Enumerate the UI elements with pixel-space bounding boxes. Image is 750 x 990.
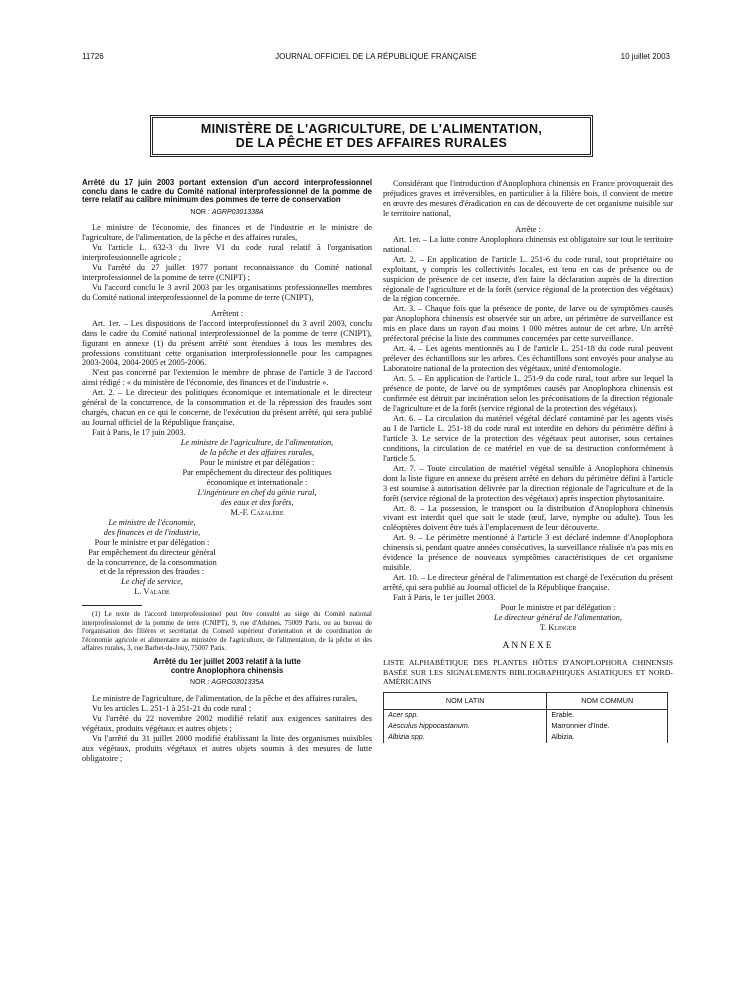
considerant: Considérant que l'introduction d'Anoplophora chinensis en France provoquerait des préjudices graves et irréversibles, en particulier à la filière bois, il convient de mettre en œuvre des mesures d'éradication en cas de découverte de cet organisme nuisible sur le territoire national, xyxy=(383,179,673,218)
sig-line: Par empêchement du directeur général xyxy=(88,547,216,557)
sig-line: Le chef de service, xyxy=(121,577,183,587)
page-header xyxy=(82,52,670,62)
sig-line: économique et internationale : xyxy=(206,477,308,487)
article-1: Art. 1er. – La lutte contre Anoplophora chinensis est obligatoire sur tout le territoire national. xyxy=(383,234,673,254)
signature-block xyxy=(383,603,673,633)
table-row xyxy=(384,710,668,722)
article-10: Art. 10. – Le directeur général de l'alimentation est chargé de l'exécution du présent arrêté, qui sera publié au Journal officiel de la République française. xyxy=(383,573,673,593)
ministry-line-2: DE LA PÊCHE ET DES AFFAIRES RURALES xyxy=(235,136,508,150)
sig-line: Le ministre de l'économie, xyxy=(108,517,196,527)
paragraph: Le ministre de l'agriculture, de l'alimentation, de la pêche et des affaires rurales, xyxy=(92,693,358,703)
common-name-cell: Albizia. xyxy=(547,732,668,743)
host-plant-list-title: LISTE ALPHABÉTIQUE DES PLANTES HÔTES D'ANOPLOPHORA CHINENSIS BASÉE SUR LES SIGNALEMENTS BIBLIOGRAPHIQUES ASIATIQUES ET NORD-AMÉRICAINS xyxy=(383,658,673,686)
sig-line: Pour le ministre et par délégation : xyxy=(94,537,210,547)
nor-code: AGRP0301338A xyxy=(211,208,264,216)
article-1: Art. 1er. – Les dispositions de l'accord interprofessionnel du 3 avril 2003, conclu dans le cadre du Comité national interprofessionnel de la pomme de terre (CNIPT), figurant en annexe (1) du présent arrêté sont étendues à tous les membres des professions constituant cette organisation interprofessionnelle pour les campagnes 2003-2004, 2004-2005 et 2005-2006. xyxy=(82,318,372,368)
fait-date: Fait à Paris, le 1er juillet 2003. xyxy=(393,593,496,603)
paragraph: Vu l'arrêté du 27 juillet 1977 portant reconnaissance du Comité national interprofessionnel de la pomme de terre (CNIPT) ; xyxy=(82,262,372,282)
sig-line: et de la répression des fraudes : xyxy=(99,567,205,577)
article-4: Art. 4. – Les agents mentionnés au I de l'article L. 251-18 du code rural peuvent prélever des échantillons sur les arbres. Ces échantillons sont envoyés pour analyse au Laboratoire national de la protection des végétaux, unité d'entomologie. xyxy=(383,344,673,374)
footnote-rule xyxy=(82,605,142,606)
sig-line: Pour le ministre et par délégation : xyxy=(199,458,315,467)
footnote: (1) Le texte de l'accord interprofessionnel peut être consulté au siège du Comité national interprofessionnel de la pomme de terre (CNIPT), 9, rue d'Athènes, 75009 Paris, ou au bureau de l'organisation des filières et secrétariat du Conseil supérieur d'orientation et de coordination de l'économie agricole et alimentaire au ministère de l'agriculture, de l'alimentation, de la pêche et des affaires rurales, 3, rue Barbet-de-Jouy, 75007 Paris. xyxy=(82,610,372,652)
column-header: NOM LATIN xyxy=(384,693,547,710)
article-8: Art. 8. – La possession, le transport ou la distribution d'Anoplophora chinensis vivant est interdit quel que soit le stade (œuf, larve, nymphe ou adulte). Tous les coléoptères doivent être tués à l'emplacement de leur découverte. xyxy=(383,503,673,533)
arrete-heading: Arrête : xyxy=(515,224,541,234)
article-2: Art. 2. – Le directeur des politiques économique et internationale et le directeur général de la concurrence, de la consommation et de la répression des fraudes sont chargés, chacun en ce qui le concerne, de l'exécution du présent arrêté, qui sera publié au Journal officiel de la République française. xyxy=(82,388,372,428)
right-column xyxy=(383,179,673,743)
ministry-line-1: MINISTÈRE DE L'AGRICULTURE, DE L'ALIMENTATION, xyxy=(200,122,543,136)
annexe-heading: ANNEXE xyxy=(502,640,554,651)
arrete-1-title: Arrêté du 17 juin 2003 portant extension d'un accord interprofessionnel conclu dans le cadre du Comité national interprofessionnel de la pomme de terre relatif au calibre minimum des pommes de terre de conservation xyxy=(82,178,372,205)
journal-title: JOURNAL OFFICIEL DE LA RÉPUBLIQUE FRANÇAISE xyxy=(275,52,477,61)
fait-date: Fait à Paris, le 17 juin 2003. xyxy=(92,428,186,438)
latin-name-cell: Acer spp. xyxy=(384,710,547,722)
article-6: Art. 6. – La circulation du matériel végétal déclaré contaminé par les agents visés au I de l'article L. 251-18 du code rural est interdite en dehors du périmètre défini à l'article 3. Le service de la protection des végétaux peut autoriser, sous certaines conditions, la circulation de ce matériel en vue de sa destruction conformément à l'article 5. xyxy=(383,413,673,463)
nor-label: NOR : xyxy=(190,208,210,216)
article-9: Art. 9. – Le périmètre mentionné à l'article 3 est déclaré indemne d'Anoplophora chinensis si, pendant quatre années consécutives, la surveillance réalisée n'a pas mis en évidence la présence de nouveaux symptômes caractéristiques de cet organisme nuisible. xyxy=(383,533,673,573)
table-row xyxy=(384,721,668,732)
arretent-heading: Arrêtent : xyxy=(210,308,244,318)
sig-line: de la concurrence, de la consommation xyxy=(87,557,217,567)
issue-date: 10 juillet 2003 xyxy=(620,52,670,61)
page-number: 11726 xyxy=(82,52,104,61)
paragraph: N'est pas concerné par l'extension le membre de phrase de l'article 3 de l'accord ainsi rédigé : « du ministère de l'économie, des finances et de l'industrie ». xyxy=(82,368,372,388)
paragraph: Le ministre de l'économie, des finances et de l'industrie et le ministre de l'agriculture, de l'alimentation, de la pêche et des affaires rurales, xyxy=(82,223,372,243)
article-7: Art. 7. – Toute circulation de matériel végétal sensible à Anoplophora chinensis dont la liste figure en annexe du présent arrêté en dehors du périmètre défini à l'article 3 est soumise à autorisation délivrée par la direction régionale de l'agriculture et de la forêt (service régional de la protection des végétaux) après inspection phytosanitaire. xyxy=(383,463,673,503)
article-3: Art. 3. – Chaque fois que la présence de ponte, de larve ou de symptômes causés par Anoplophora chinensis est observée sur un arbre, un périmètre de surveillance est mis en place dans un rayon d'au moins 1 000 mètres autour de cet arbre. Un arrêté préfectoral précise la liste des communes concernées par cette surveillance. xyxy=(383,304,673,344)
common-name-cell: Marronnier d'Inde. xyxy=(547,721,668,732)
paragraph: Vu l'arrêté du 31 juillet 2000 modifié établissant la liste des organismes nuisibles aux végétaux, produits végétaux et autres objets soumis à des mesures de lutte obligatoire ; xyxy=(82,733,372,763)
sig-line: Le directeur général de l'alimentation, xyxy=(494,612,622,622)
table-row xyxy=(384,732,668,743)
sig-line: L'ingénieure en chef du génie rural, xyxy=(197,487,317,497)
arrete-2-nor xyxy=(82,679,372,687)
sig-line: des finances et de l'industrie, xyxy=(103,527,201,537)
signature-block-2 xyxy=(82,518,222,598)
nor-code: AGRG0301335A xyxy=(211,679,264,687)
article-2: Art. 2. – En application de l'article L. 251-6 du code rural, tout propriétaire ou exploitant, y compris les collectivités locales, est tenu en cas de présence ou de suspicion de présence de cet insecte, d'en faire la déclaration auprès de la direction régionale de l'agriculture et de la forêt (service régional de la protection des végétaux) de la région concernée. xyxy=(383,254,673,304)
common-name-cell: Erable. xyxy=(547,710,668,722)
sig-line: Pour le ministre et par délégation : xyxy=(500,603,616,613)
sig-line: Par empêchement du directeur des politiques xyxy=(182,467,332,477)
latin-name-cell: Aesculus hippocastanum. xyxy=(384,721,547,732)
paragraph: Vu l'article L. 632-3 du livre VI du code rural relatif à l'organisation interprofessionnelle agricole ; xyxy=(82,242,372,262)
sig-line: des eaux et des forêts, xyxy=(220,497,294,507)
paragraph: Vu l'accord conclu le 3 avril 2003 par les organisations professionnelles membres du Comité national interprofessionnel de la pomme de terre (CNIPT), xyxy=(82,282,372,302)
sig-line: de la pêche et des affaires rurales, xyxy=(199,448,315,458)
latin-name-cell: Albizia spp. xyxy=(384,732,547,743)
arrete-1-nor xyxy=(82,209,372,217)
arrete-2-title-line-1: Arrêté du 1er juillet 2003 relatif à la lutte xyxy=(153,657,301,667)
signatory-name: M.-F. Cazalère xyxy=(230,507,284,517)
column-header: NOM COMMUN xyxy=(547,693,668,710)
paragraph: Vu l'arrêté du 22 novembre 2002 modifié relatif aux exigences sanitaires des végétaux, produits végétaux et autres objets ; xyxy=(82,713,372,733)
host-plant-table xyxy=(383,692,668,743)
article-5: Art. 5. – En application de l'article L. 251-9 du code rural, tout arbre sur lequel la présence de ponte, de larve ou de symptômes causés par Anoplophora chinensis est confirmée est détruit par incinération selon les préconisations de la direction régionale de l'agriculture et de la forêt (service régional de la protection des végétaux). xyxy=(383,374,673,413)
signature-block-1 xyxy=(82,438,372,518)
sig-line: Le ministre de l'agriculture, de l'alimentation, xyxy=(180,438,334,448)
signatory-name: T. Klinger xyxy=(539,622,577,632)
paragraph: Vu les articles L. 251-1 à 251-21 du code rural ; xyxy=(92,703,252,713)
nor-label: NOR : xyxy=(190,679,210,687)
left-column xyxy=(82,179,372,763)
signatory-name: L. Valade xyxy=(134,587,170,597)
arrete-2-title-line-2: contre Anoplophora chinensis xyxy=(170,665,284,675)
ministry-heading-box xyxy=(150,115,593,157)
